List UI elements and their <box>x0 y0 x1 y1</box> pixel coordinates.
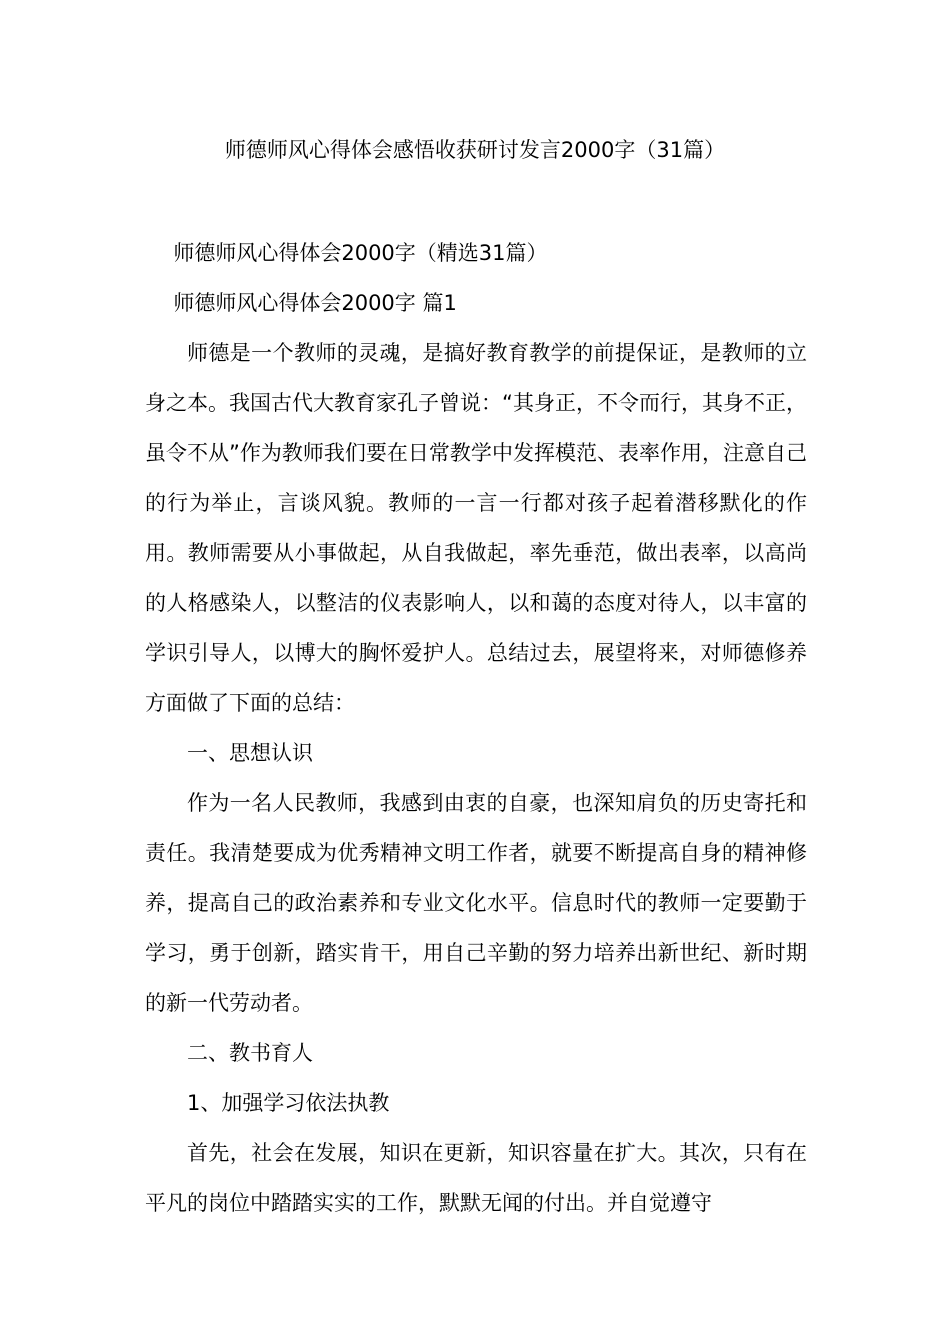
document-body <box>145 228 807 1228</box>
document-subtitle: 师德师风心得体会2000字（精选31篇） <box>173 241 548 265</box>
heading-teaching: 二、教书育人 <box>187 1041 313 1065</box>
section-heading: 师德师风心得体会2000字 篇1 <box>173 291 457 315</box>
heading-thought: 一、思想认识 <box>187 741 313 765</box>
subheading-study: 1、加强学习依法执教 <box>187 1091 390 1115</box>
paragraph-thought: 作为一名人民教师，我感到由衷的自豪，也深知肩负的历史寄托和责任。我清楚要成为优秀精神文明工作者，就要不断提高自身的精神修养，提高自己的政治素养和专业文化水平。信息时代的教师一定要勤于学习，勇于创新，踏实肯干，用自己辛勤的努力培养出新世纪、新时期的新一代劳动者。 <box>145 791 807 1015</box>
paragraph-study: 首先，社会在发展，知识在更新，知识容量在扩大。其次，只有在平凡的岗位中踏踏实实的工作，默默无闻的付出。并自觉遵守 <box>145 1141 807 1215</box>
document-title: 师德师风心得体会感悟收获研讨发言2000字（31篇） <box>224 138 726 162</box>
paragraph-intro: 师德是一个教师的灵魂，是搞好教育教学的前提保证，是教师的立身之本。我国古代大教育家孔子曾说：“其身正，不令而行，其身不正，虽令不从”作为教师我们要在日常教学中发挥模范、表率作用，注意自己的行为举止，言谈风貌。教师的一言一行都对孩子起着潜移默化的作用。教师需要从小事做起，从自我做起，率先垂范，做出表率，以高尚的人格感染人，以整洁的仪表影响人，以和蔼的态度对待人，以丰富的学识引导人，以博大的胸怀爱护人。总结过去，展望将来，对师德修养方面做了下面的总结： <box>145 341 807 715</box>
